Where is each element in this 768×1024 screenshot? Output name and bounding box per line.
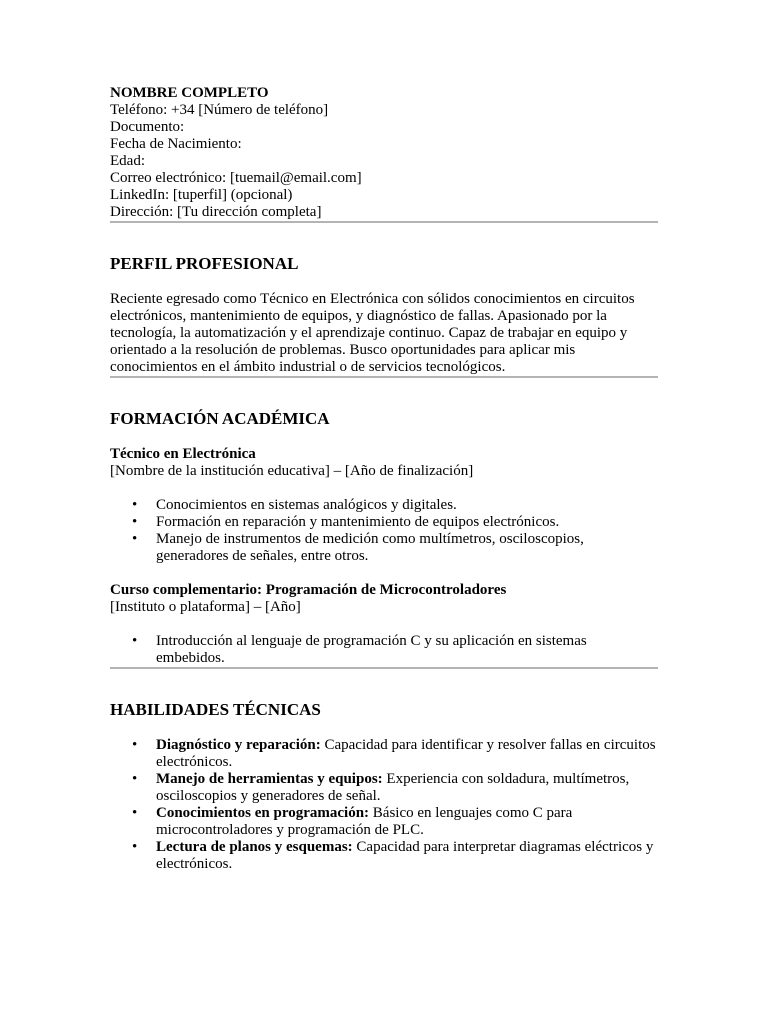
list-item [156, 805, 658, 839]
skill-text: Capacidad para identificar y resolver fallas en circuitos electrónicos. [156, 737, 656, 770]
list-item: • Manejo de instrumentos de medición como multímetros, osciloscopios, generadores de señales, entre otros. [156, 531, 658, 565]
degree-institution: [Nombre de la institución educativa] – [Año de finalización] [110, 463, 474, 479]
phone-line: Teléfono: +34 [Número de teléfono] [110, 102, 329, 118]
section-divider [110, 376, 658, 378]
skill-label: Conocimientos en programación: [156, 805, 370, 821]
degree-title: Técnico en Electrónica [110, 446, 256, 462]
linkedin-line: LinkedIn: [tuperfil] (opcional) [110, 187, 293, 203]
list-item: • Conocimientos en sistemas analógicos y digitales. [156, 497, 658, 514]
document-line: Documento: [110, 119, 185, 135]
skills-section [110, 700, 658, 873]
degree-list [110, 497, 658, 565]
profile-section [110, 254, 658, 376]
list-item: • Formación en reparación y mantenimiento de equipos electrónicos. [156, 514, 658, 531]
list-item: • Introducción al lenguaje de programación C y su aplicación en sistemas embebidos. [156, 633, 658, 667]
section-divider [110, 221, 658, 223]
profile-text: Reciente egresado como Técnico en Electrónica con sólidos conocimientos en circuitos electrónicos, mantenimiento de equipos, y diagnóstico de fallas. Apasionado por la tecnología, la automatización y el aprendizaje continuo. Capaz de trabajar en equipo y orientado a la resolución de problemas. Busco oportunidades para aplicar mis conocimientos en el ámbito industrial o de servicios tecnológicos. [110, 291, 635, 375]
education-section [110, 409, 658, 667]
skill-label: Lectura de planos y esquemas: [156, 839, 353, 855]
birth-date-line: Fecha de Nacimiento: [110, 136, 242, 152]
skills-title: HABILIDADES TÉCNICAS [110, 700, 321, 719]
skill-text: Capacidad para interpretar diagramas eléctricos y electrónicos. [156, 839, 654, 872]
course-title: Curso complementario: Programación de Microcontroladores [110, 582, 507, 598]
skills-list [110, 737, 658, 873]
email-line: Correo electrónico: [tuemail@email.com] [110, 170, 362, 186]
contact-block [110, 85, 658, 221]
resume-page [110, 85, 658, 873]
list-item [156, 737, 658, 771]
list-item [156, 771, 658, 805]
list-item [156, 839, 658, 873]
course-institution: [Instituto o plataforma] – [Año] [110, 599, 301, 615]
full-name: NOMBRE COMPLETO [110, 85, 269, 101]
skill-text: Experiencia con soldadura, multímetros, osciloscopios y generadores de señal. [156, 771, 630, 804]
address-line: Dirección: [Tu dirección completa] [110, 204, 322, 220]
profile-title: PERFIL PROFESIONAL [110, 254, 299, 273]
course-list [110, 633, 658, 667]
skill-text: Básico en lenguajes como C para microcontroladores y programación de PLC. [156, 805, 573, 838]
skill-label: Diagnóstico y reparación: [156, 737, 321, 753]
skill-label: Manejo de herramientas y equipos: [156, 771, 383, 787]
age-line: Edad: [110, 153, 145, 169]
section-divider [110, 667, 658, 669]
education-title: FORMACIÓN ACADÉMICA [110, 409, 330, 428]
